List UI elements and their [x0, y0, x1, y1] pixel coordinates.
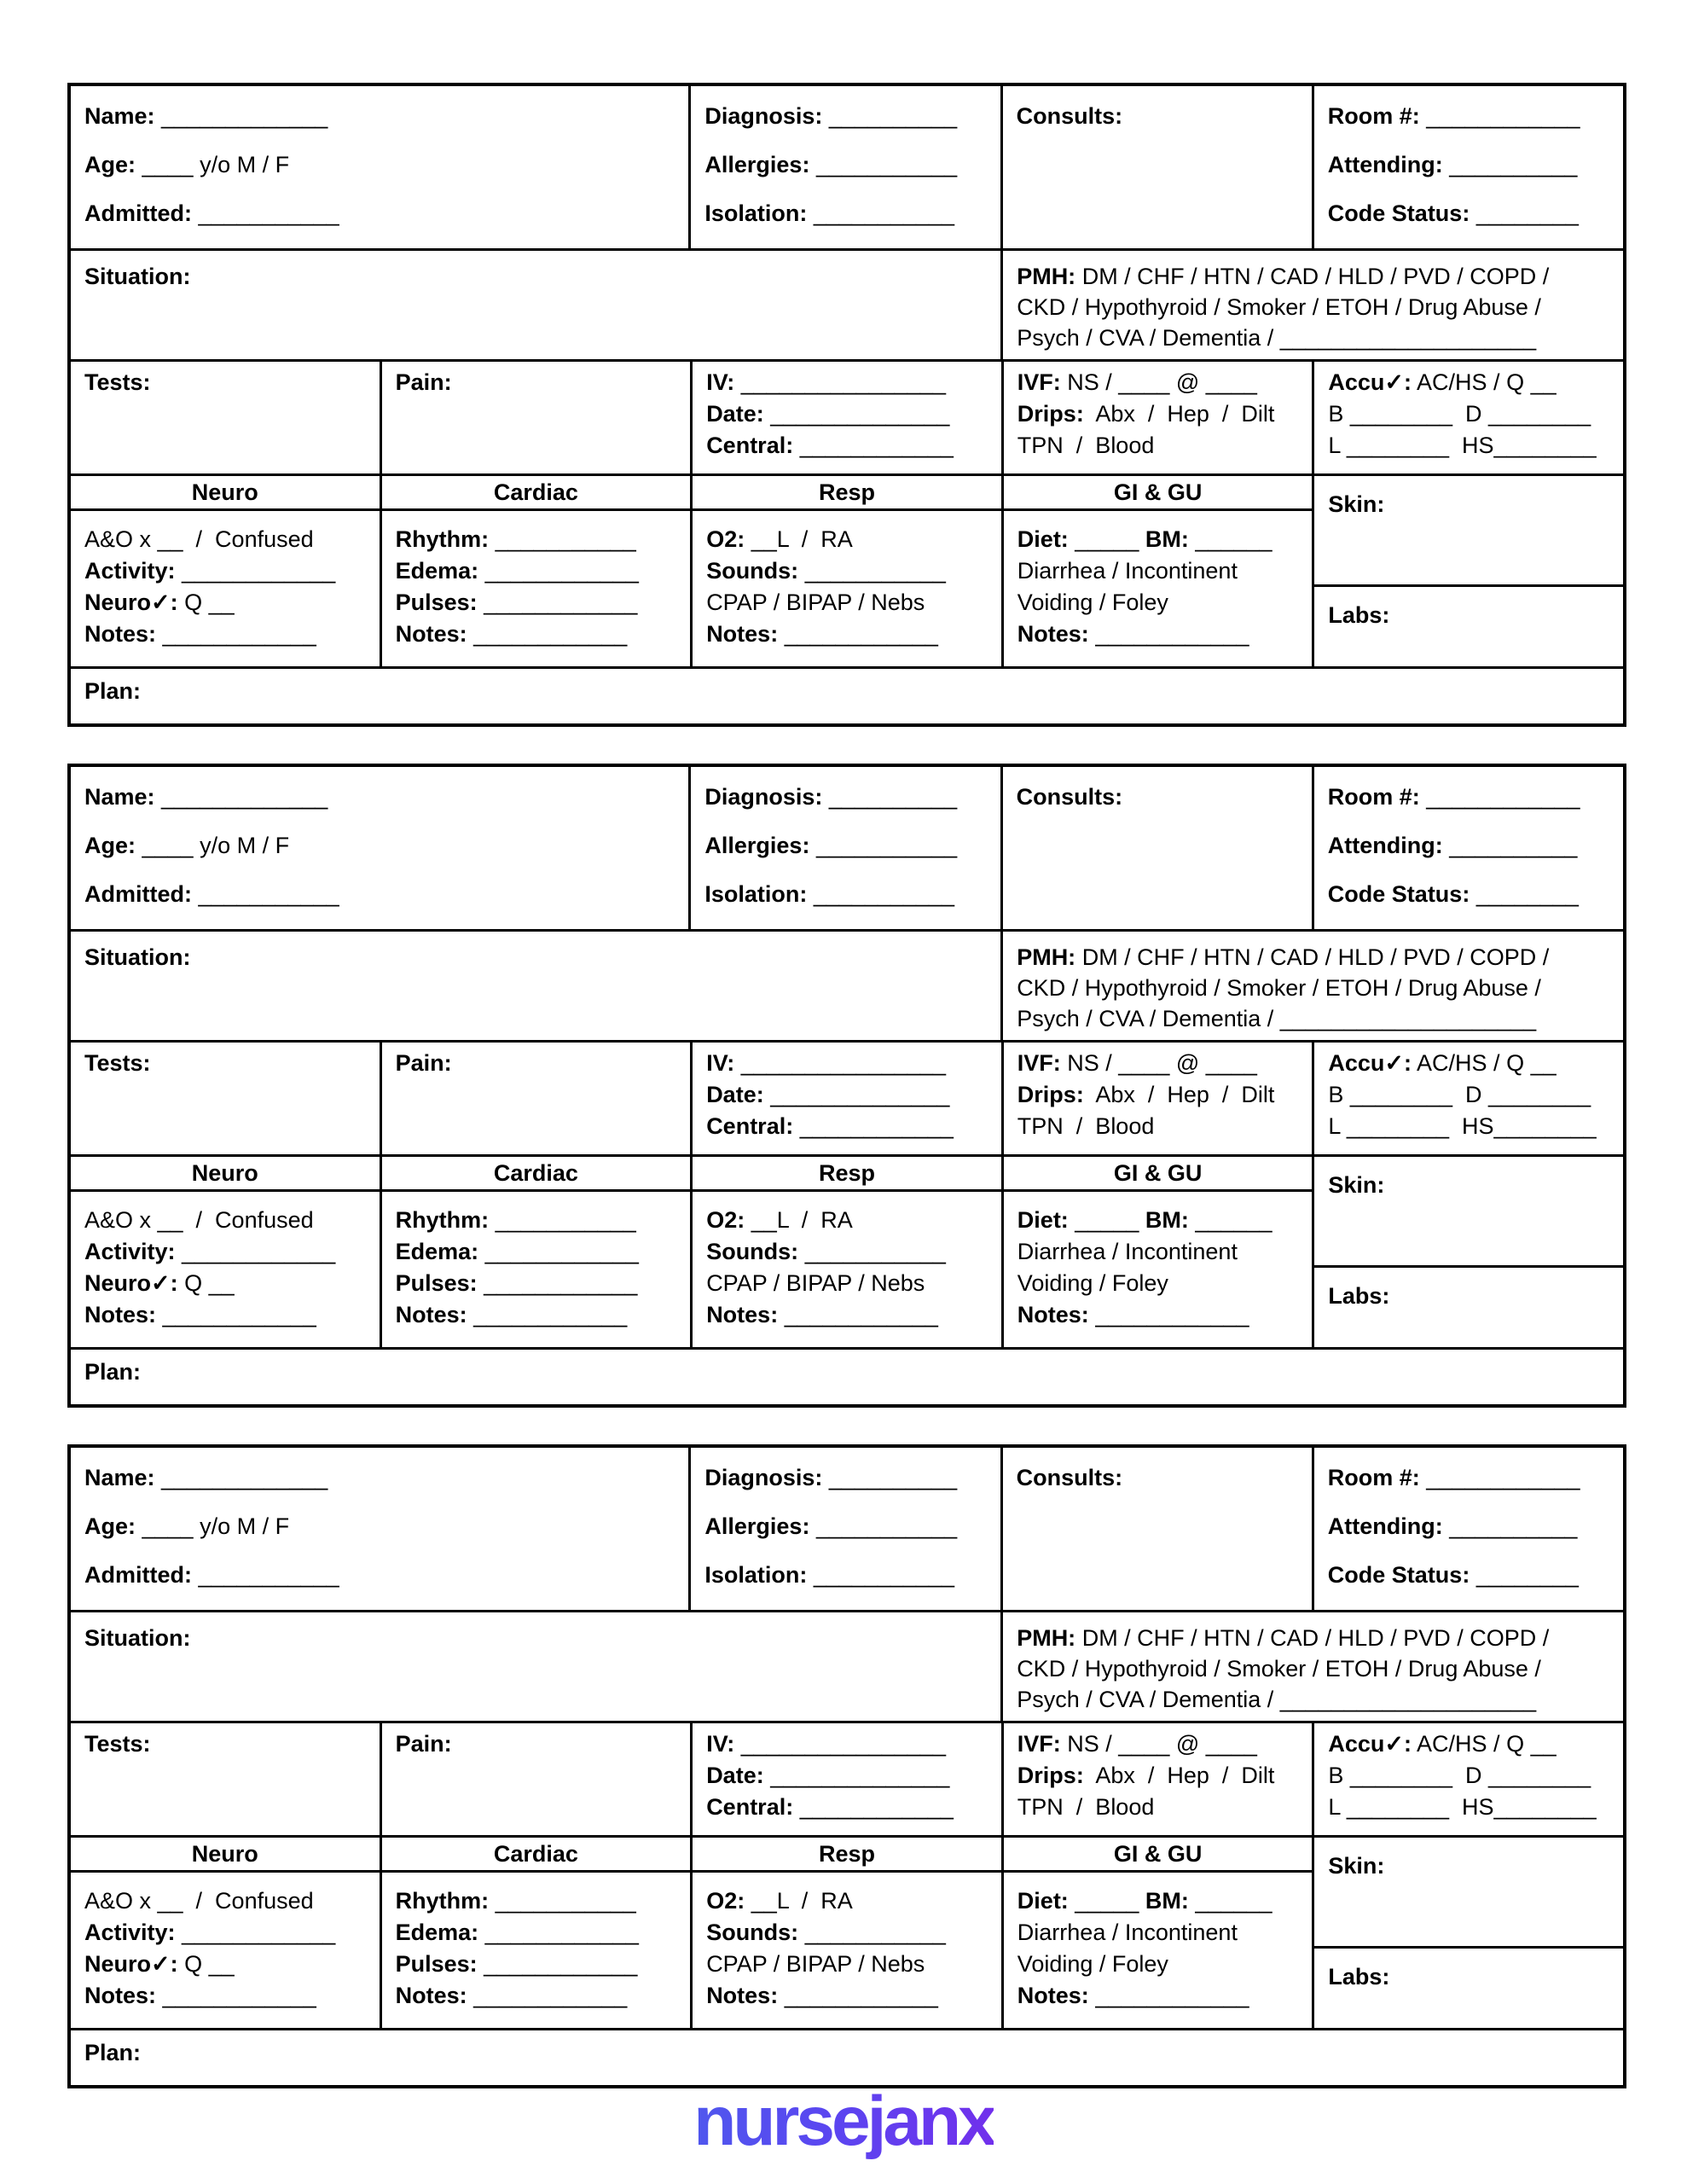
cell-consults	[1003, 767, 1312, 929]
field-attending: Attending: __________	[1327, 833, 1578, 858]
field-drips: Drips: Abx / Hep / Dilt	[1017, 401, 1275, 427]
field-code-status: Code Status: ________	[1327, 881, 1579, 907]
field-tpn-blood: TPN / Blood	[1017, 433, 1155, 458]
cell-tests	[71, 1723, 380, 1835]
field-rhythm: Rhythm: ___________	[395, 526, 636, 552]
patient-block	[67, 764, 1626, 1408]
cell-consults	[1003, 1448, 1312, 1610]
header-gi-gu: GI & GU	[1004, 1838, 1313, 1870]
field-pulses: Pulses: ____________	[395, 1270, 638, 1296]
field-neuro-notes: Notes: ____________	[84, 621, 316, 647]
cell-plan	[71, 1350, 1623, 1404]
situation-row	[71, 932, 1623, 1040]
field-accu-breakfast-dinner: B ________ D ________	[1328, 1082, 1591, 1107]
cell-tests	[71, 1043, 380, 1154]
cell-iv	[693, 1723, 1001, 1835]
field-iv: IV: ________________	[706, 369, 946, 395]
field-diagnosis: Diagnosis: __________	[704, 103, 958, 129]
cell-accuchecks	[1314, 1723, 1623, 1835]
cell-labs	[1314, 1268, 1623, 1347]
cell-tests	[71, 362, 380, 473]
field-drips: Drips: Abx / Hep / Dilt	[1017, 1082, 1275, 1107]
cell-situation	[71, 1612, 1000, 1721]
header-cardiac: Cardiac	[382, 1157, 691, 1189]
cell-gi-gu	[1004, 1873, 1313, 2028]
cell-gi-gu	[1004, 1192, 1313, 1347]
field-isolation: Isolation: ___________	[704, 1562, 955, 1588]
field-sounds: Sounds: ___________	[706, 1239, 946, 1264]
header-gi-gu: GI & GU	[1004, 1157, 1313, 1189]
field-allergies: Allergies: ___________	[704, 1513, 958, 1539]
pmh-line-3: Psych / CVA / Dementia / ____________________	[1017, 325, 1537, 351]
field-iv: IV: ________________	[706, 1731, 946, 1757]
pmh-line-3: Psych / CVA / Dementia / ____________________	[1017, 1687, 1537, 1712]
field-room-number: Room #: ____________	[1327, 784, 1580, 810]
footer	[0, 2082, 1687, 2162]
cell-accuchecks	[1314, 362, 1623, 473]
field-name: Name: _____________	[84, 103, 328, 129]
cell-iv	[693, 1043, 1001, 1154]
field-consults: Consults:	[1016, 103, 1123, 129]
cell-diagnosis	[691, 86, 1000, 248]
field-pain: Pain:	[395, 369, 452, 395]
cell-labs	[1314, 587, 1623, 666]
field-resp-notes: Notes: ____________	[706, 1983, 938, 2008]
field-labs: Labs:	[1328, 1283, 1390, 1309]
field-plan: Plan:	[84, 2040, 142, 2065]
systems-row	[71, 476, 1623, 666]
field-plan: Plan:	[84, 678, 142, 704]
field-pulses: Pulses: ____________	[395, 1951, 638, 1977]
field-isolation: Isolation: ___________	[704, 881, 955, 907]
field-ivf: IVF: NS / ____ @ ____	[1017, 1731, 1257, 1757]
header-gi-gu: GI & GU	[1004, 476, 1313, 508]
field-activity: Activity: ____________	[84, 1239, 336, 1264]
header-neuro: Neuro	[71, 1838, 380, 1870]
field-iv: IV: ________________	[706, 1050, 946, 1076]
field-tests: Tests:	[84, 1050, 151, 1076]
cell-neuro	[71, 1873, 380, 2028]
cell-cardiac	[382, 1192, 691, 1347]
situation-row	[71, 251, 1623, 359]
cell-consults	[1003, 86, 1312, 248]
systems-row	[71, 1157, 1623, 1347]
skin-labs-column	[1314, 1157, 1623, 1347]
field-cpap-bipap-nebs: CPAP / BIPAP / Nebs	[706, 1270, 925, 1296]
field-edema: Edema: ____________	[395, 1239, 639, 1264]
field-code-status: Code Status: ________	[1327, 200, 1579, 226]
field-diarrhea-incontinent: Diarrhea / Incontinent	[1017, 1239, 1238, 1264]
field-cardiac-notes: Notes: ____________	[395, 1302, 628, 1327]
field-diet-bm: Diet: _____ BM: ______	[1017, 526, 1272, 552]
field-sounds: Sounds: ___________	[706, 1920, 946, 1945]
cell-situation	[71, 932, 1000, 1040]
field-accu-breakfast-dinner: B ________ D ________	[1328, 1763, 1591, 1788]
field-resp-notes: Notes: ____________	[706, 1302, 938, 1327]
pmh-line-2: CKD / Hypothyroid / Smoker / ETOH / Drug Abuse /	[1017, 294, 1541, 320]
field-iv-date: Date: ______________	[706, 401, 950, 427]
field-age: Age: ____ y/o M / F	[84, 833, 290, 858]
field-edema: Edema: ____________	[395, 1920, 639, 1945]
field-accu-breakfast-dinner: B ________ D ________	[1328, 401, 1591, 427]
field-allergies: Allergies: ___________	[704, 833, 958, 858]
cell-resp	[693, 511, 1001, 666]
nursejanx-logo: nursejanx	[693, 2082, 994, 2160]
field-accu-lunch-hs: L ________ HS________	[1328, 433, 1597, 458]
field-accu-lunch-hs: L ________ HS________	[1328, 1794, 1597, 1820]
field-diagnosis: Diagnosis: __________	[704, 784, 958, 810]
patient-blocks-container	[67, 83, 1626, 2088]
tests-iv-row	[71, 362, 1623, 473]
field-allergies: Allergies: ___________	[704, 152, 958, 177]
cell-pmh	[1003, 932, 1623, 1040]
cell-skin	[1314, 1157, 1623, 1265]
field-o2: O2: __L / RA	[706, 1888, 853, 1914]
field-activity: Activity: ____________	[84, 1920, 336, 1945]
field-cpap-bipap-nebs: CPAP / BIPAP / Nebs	[706, 1951, 925, 1977]
cell-accuchecks	[1314, 1043, 1623, 1154]
plan-row	[71, 1350, 1623, 1404]
cell-labs	[1314, 1949, 1623, 2028]
plan-row	[71, 2030, 1623, 2085]
cell-pain	[382, 362, 691, 473]
field-rhythm: Rhythm: ___________	[395, 1207, 636, 1233]
field-cardiac-notes: Notes: ____________	[395, 621, 628, 647]
cell-room	[1314, 1448, 1623, 1610]
field-attending: Attending: __________	[1327, 152, 1578, 177]
field-gi-gu-notes: Notes: ____________	[1017, 1983, 1249, 2008]
cell-ivf	[1004, 1043, 1313, 1154]
cell-plan	[71, 2030, 1623, 2085]
skin-labs-column	[1314, 1838, 1623, 2028]
cell-cardiac	[382, 1873, 691, 2028]
cell-neuro	[71, 511, 380, 666]
cell-diagnosis	[691, 1448, 1000, 1610]
field-room-number: Room #: ____________	[1327, 103, 1580, 129]
field-consults: Consults:	[1016, 784, 1123, 810]
field-tpn-blood: TPN / Blood	[1017, 1113, 1155, 1139]
cell-room	[1314, 767, 1623, 929]
tests-iv-row	[71, 1723, 1623, 1835]
cell-neuro	[71, 1192, 380, 1347]
field-aox-confused: A&O x __ / Confused	[84, 1207, 314, 1233]
cell-patient-identity	[71, 1448, 688, 1610]
field-aox-confused: A&O x __ / Confused	[84, 1888, 314, 1914]
field-rhythm: Rhythm: ___________	[395, 1888, 636, 1914]
field-tests: Tests:	[84, 1731, 151, 1757]
cell-pmh	[1003, 251, 1623, 359]
cell-ivf	[1004, 362, 1313, 473]
field-drips: Drips: Abx / Hep / Dilt	[1017, 1763, 1275, 1788]
field-cpap-bipap-nebs: CPAP / BIPAP / Nebs	[706, 590, 925, 615]
cell-skin	[1314, 476, 1623, 584]
field-iv-central: Central: ____________	[706, 1113, 954, 1139]
field-sounds: Sounds: ___________	[706, 558, 946, 584]
field-gi-gu-notes: Notes: ____________	[1017, 621, 1249, 647]
cell-ivf	[1004, 1723, 1313, 1835]
field-ivf: IVF: NS / ____ @ ____	[1017, 1050, 1257, 1076]
field-situation: Situation:	[84, 264, 191, 289]
header-resp: Resp	[693, 1838, 1001, 1870]
pmh-line-1: PMH: DM / CHF / HTN / CAD / HLD / PVD / COPD /	[1017, 944, 1550, 970]
field-isolation: Isolation: ___________	[704, 200, 955, 226]
field-name: Name: _____________	[84, 1465, 328, 1490]
header-cardiac: Cardiac	[382, 476, 691, 508]
field-iv-date: Date: ______________	[706, 1763, 950, 1788]
field-voiding-foley: Voiding / Foley	[1017, 1270, 1168, 1296]
field-admitted: Admitted: ___________	[84, 1562, 339, 1588]
field-skin: Skin:	[1328, 1172, 1385, 1198]
cell-pain	[382, 1043, 691, 1154]
field-plan: Plan:	[84, 1359, 142, 1385]
field-accuchecks: Accu✓: AC/HS / Q __	[1328, 369, 1557, 395]
field-o2: O2: __L / RA	[706, 526, 853, 552]
field-age: Age: ____ y/o M / F	[84, 152, 290, 177]
cell-iv	[693, 362, 1001, 473]
field-situation: Situation:	[84, 944, 191, 970]
field-activity: Activity: ____________	[84, 558, 336, 584]
field-attending: Attending: __________	[1327, 1513, 1578, 1539]
field-diagnosis: Diagnosis: __________	[704, 1465, 958, 1490]
cell-gi-gu	[1004, 511, 1313, 666]
field-pain: Pain:	[395, 1050, 452, 1076]
field-iv-date: Date: ______________	[706, 1082, 950, 1107]
field-tpn-blood: TPN / Blood	[1017, 1794, 1155, 1820]
field-age: Age: ____ y/o M / F	[84, 1513, 290, 1539]
skin-labs-column	[1314, 476, 1623, 666]
pmh-line-2: CKD / Hypothyroid / Smoker / ETOH / Drug Abuse /	[1017, 1656, 1541, 1682]
field-consults: Consults:	[1016, 1465, 1123, 1490]
field-o2: O2: __L / RA	[706, 1207, 853, 1233]
header-cardiac: Cardiac	[382, 1838, 691, 1870]
header-row	[71, 767, 1623, 929]
header-row	[71, 86, 1623, 248]
field-resp-notes: Notes: ____________	[706, 621, 938, 647]
field-labs: Labs:	[1328, 1964, 1390, 1989]
field-admitted: Admitted: ___________	[84, 200, 339, 226]
pmh-line-3: Psych / CVA / Dementia / ____________________	[1017, 1006, 1537, 1031]
field-neuro-checks: Neuro✓: Q __	[84, 1951, 235, 1977]
field-tests: Tests:	[84, 369, 151, 395]
tests-iv-row	[71, 1043, 1623, 1154]
field-voiding-foley: Voiding / Foley	[1017, 1951, 1168, 1977]
field-diet-bm: Diet: _____ BM: ______	[1017, 1207, 1272, 1233]
field-aox-confused: A&O x __ / Confused	[84, 526, 314, 552]
header-resp: Resp	[693, 1157, 1001, 1189]
situation-row	[71, 1612, 1623, 1721]
cell-resp	[693, 1192, 1001, 1347]
header-neuro: Neuro	[71, 1157, 380, 1189]
field-neuro-checks: Neuro✓: Q __	[84, 1270, 235, 1296]
field-accuchecks: Accu✓: AC/HS / Q __	[1328, 1050, 1557, 1076]
field-neuro-notes: Notes: ____________	[84, 1302, 316, 1327]
pmh-line-1: PMH: DM / CHF / HTN / CAD / HLD / PVD / COPD /	[1017, 264, 1550, 289]
field-neuro-checks: Neuro✓: Q __	[84, 590, 235, 615]
cell-skin	[1314, 1838, 1623, 1946]
patient-block	[67, 1444, 1626, 2088]
field-iv-central: Central: ____________	[706, 433, 954, 458]
systems-row	[71, 1838, 1623, 2028]
field-pulses: Pulses: ____________	[395, 590, 638, 615]
field-code-status: Code Status: ________	[1327, 1562, 1579, 1588]
cell-resp	[693, 1873, 1001, 2028]
field-voiding-foley: Voiding / Foley	[1017, 590, 1168, 615]
field-edema: Edema: ____________	[395, 558, 639, 584]
field-situation: Situation:	[84, 1625, 191, 1651]
cell-diagnosis	[691, 767, 1000, 929]
field-diarrhea-incontinent: Diarrhea / Incontinent	[1017, 1920, 1238, 1945]
header-resp: Resp	[693, 476, 1001, 508]
cell-plan	[71, 669, 1623, 723]
field-skin: Skin:	[1328, 491, 1385, 517]
field-admitted: Admitted: ___________	[84, 881, 339, 907]
header-neuro: Neuro	[71, 476, 380, 508]
field-accuchecks: Accu✓: AC/HS / Q __	[1328, 1731, 1557, 1757]
field-skin: Skin:	[1328, 1853, 1385, 1879]
field-neuro-notes: Notes: ____________	[84, 1983, 316, 2008]
field-diet-bm: Diet: _____ BM: ______	[1017, 1888, 1272, 1914]
field-gi-gu-notes: Notes: ____________	[1017, 1302, 1249, 1327]
field-iv-central: Central: ____________	[706, 1794, 954, 1820]
field-accu-lunch-hs: L ________ HS________	[1328, 1113, 1597, 1139]
cell-patient-identity	[71, 767, 688, 929]
cell-room	[1314, 86, 1623, 248]
pmh-line-1: PMH: DM / CHF / HTN / CAD / HLD / PVD / COPD /	[1017, 1625, 1550, 1651]
plan-row	[71, 669, 1623, 723]
patient-block	[67, 83, 1626, 727]
cell-pmh	[1003, 1612, 1623, 1721]
field-labs: Labs:	[1328, 602, 1390, 628]
cell-situation	[71, 251, 1000, 359]
cell-pain	[382, 1723, 691, 1835]
field-name: Name: _____________	[84, 784, 328, 810]
field-room-number: Room #: ____________	[1327, 1465, 1580, 1490]
field-ivf: IVF: NS / ____ @ ____	[1017, 369, 1257, 395]
header-row	[71, 1448, 1623, 1610]
field-diarrhea-incontinent: Diarrhea / Incontinent	[1017, 558, 1238, 584]
pmh-line-2: CKD / Hypothyroid / Smoker / ETOH / Drug Abuse /	[1017, 975, 1541, 1001]
field-cardiac-notes: Notes: ____________	[395, 1983, 628, 2008]
cell-patient-identity	[71, 86, 688, 248]
field-pain: Pain:	[395, 1731, 452, 1757]
cell-cardiac	[382, 511, 691, 666]
